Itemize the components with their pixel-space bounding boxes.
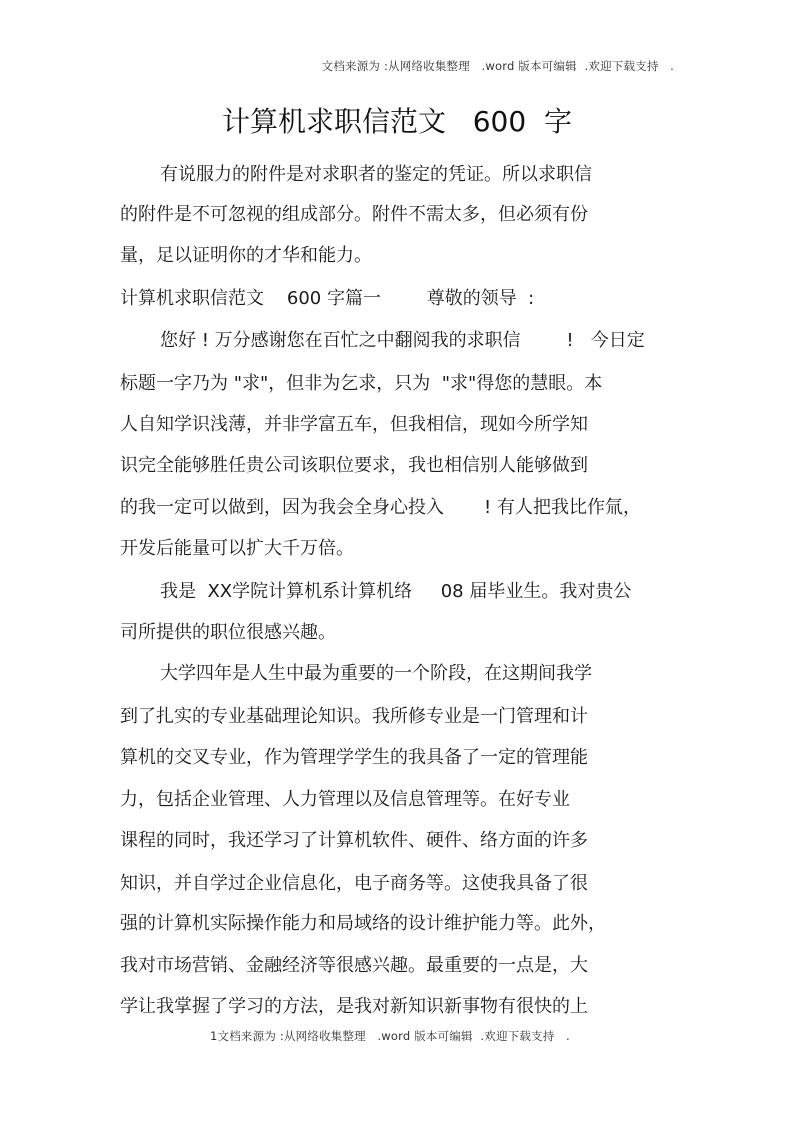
body-line-5: 您好 ! 万分感谢您在百忙之中翻阅我的求职信 ! 今日定 (160, 330, 645, 351)
body-line-21: 学让我掌握了学习的方法，是我对新知识新事物有很快的上 (120, 996, 588, 1017)
body-line-12: 司所提供的职位很感兴趣。 (120, 622, 336, 643)
body-line-14: 到了扎实的专业基础理论知识。我所修专业是一门管理和计 (120, 706, 588, 727)
body-line-18: 知识，并自学过企业信息化，电子商务等。这使我具备了很 (120, 873, 588, 894)
page-footer: 1文档来源为 :从网络收集整理 .word 版本可编辑 .欢迎下载支持 . (210, 1029, 570, 1043)
body-line-6: 标题一字乃为 "求"，但非为乞求，只为 "求"得您的慧眼。本 (120, 373, 603, 394)
page-header: 文档来源为 :从网络收集整理 .word 版本可编辑 .欢迎下载支持 . (321, 59, 674, 73)
body-line-17: 课程的同时，我还学习了计算机软件、硬件、络方面的许多 (120, 830, 588, 851)
body-line-8: 识完全能够胜任贵公司该职位要求，我也相信别人能够做到 (120, 455, 588, 476)
body-line-1: 有说服力的附件是对求职者的鉴定的凭证。所以求职信 (160, 164, 592, 185)
body-line-9: 的我一定可以做到，因为我会全身心投入 ! 有人把我比作氚， (120, 497, 641, 518)
body-line-16: 力，包括企业管理、人力管理以及信息管理等。在好专业 (120, 789, 570, 810)
body-line-11: 我是 XX学院计算机系计算机络 08 届毕业生。我对贵公 (160, 581, 632, 602)
body-line-2: 的附件是不可忽视的组成部分。附件不需太多，但必须有份 (120, 204, 588, 225)
document-title: 计算机求职信范文 600 字 (222, 105, 572, 138)
body-line-10: 开发后能量可以扩大千万倍。 (120, 538, 354, 559)
body-line-7: 人自知学识浅薄，并非学富五车，但我相信，现如今所学知 (120, 414, 588, 435)
body-line-13: 大学四年是人生中最为重要的一个阶段，在这期间我学 (160, 663, 592, 684)
body-line-20: 我对市场营销、金融经济等很感兴趣。最重要的一点是，大 (120, 955, 588, 976)
body-line-15: 算机的交叉专业，作为管理学学生的我具备了一定的管理能 (120, 747, 588, 768)
body-line-3: 量，足以证明你的才华和能力。 (120, 245, 372, 266)
body-line-19: 强的计算机实际操作能力和局域络的设计维护能力等。此外， (120, 913, 606, 934)
body-line-4: 计算机求职信范文 600 字篇一 尊敬的领导 : (120, 288, 535, 309)
